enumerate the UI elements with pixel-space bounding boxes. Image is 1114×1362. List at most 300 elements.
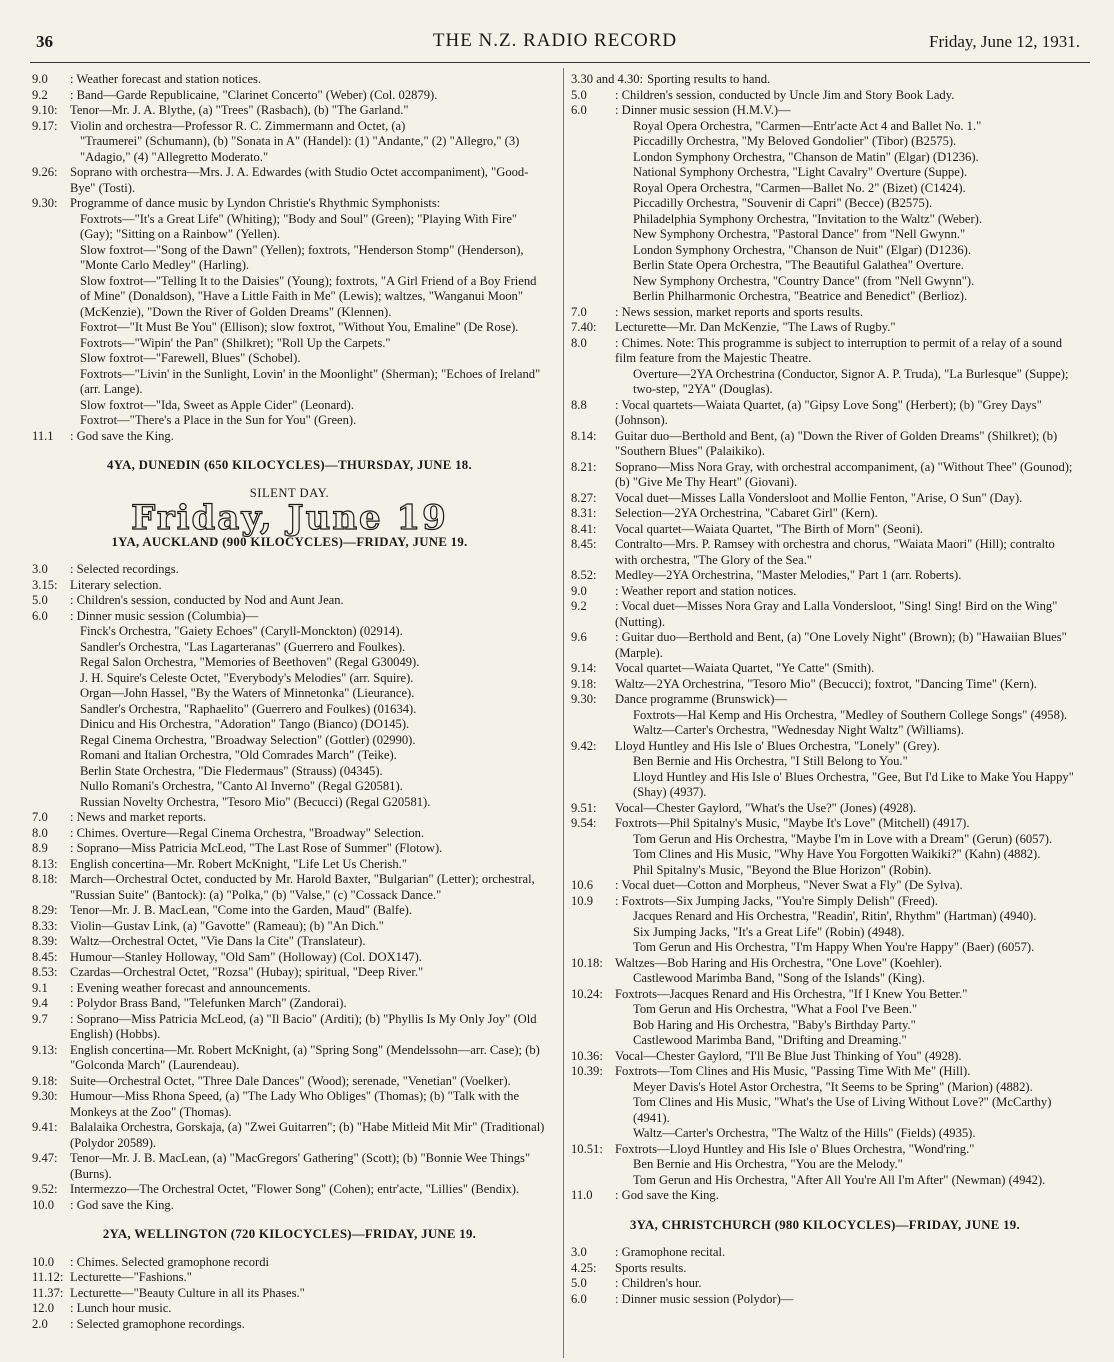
entry-time: [571, 134, 615, 150]
entry-time: 8.18:: [32, 872, 58, 886]
schedule-entry: [571, 832, 1079, 848]
schedule-entry: [571, 398, 1079, 429]
schedule-entry: [571, 537, 1079, 568]
entry-time: 3.15:: [32, 577, 58, 592]
entry-time: [571, 181, 615, 197]
entry-time: [32, 134, 70, 165]
entry-text: Selection—2YA Orchestrina, "Cabaret Girl" (Kern).: [615, 506, 878, 520]
schedule-entry: [32, 367, 547, 398]
entry-time: [32, 686, 70, 702]
entry-time: [571, 1173, 615, 1189]
schedule-entry: [571, 88, 1079, 104]
entry-time: [571, 1018, 615, 1034]
entry-time: 8.41:: [571, 521, 597, 536]
schedule-entry: [571, 568, 1079, 584]
entry-text: Tom Gerun and His Orchestra, "What a Fool I've Been.": [633, 1002, 918, 1016]
entry-text: Foxtrots—"Wipin' the Pan" (Shilkret); "Roll Up the Carpets.": [80, 335, 391, 350]
entry-text: : God save the King.: [70, 428, 174, 443]
schedule-entry: [571, 212, 1079, 228]
entry-text: Foxtrots—"It's a Great Life" (Whiting); "Body and Soul" (Green); "Playing With Fire" (Gay); "Sitting on a Rainbow" (Yellen).: [80, 211, 518, 241]
entry-time: 2.0: [32, 1316, 48, 1331]
entry-time: 8.9: [32, 841, 48, 855]
entry-text: Regal Cinema Orchestra, "Broadway Selection" (Gottler) (02990).: [80, 732, 416, 747]
schedule-entry: [571, 584, 1079, 600]
wellington-friday-listing: [571, 72, 1079, 1204]
entry-text: : Weather forecast and station notices.: [70, 72, 262, 86]
entry-time: 9.0: [32, 72, 48, 86]
schedule-entry: [571, 816, 1079, 832]
entry-text: Berlin State Orchestra, "Die Fledermaus" (Strauss) (04345).: [80, 763, 383, 778]
entry-time: 8.0: [571, 335, 587, 350]
schedule-entry: [571, 336, 1079, 367]
entry-text: Violin and orchestra—Professor R. C. Zimmermann and Octet, (a): [70, 118, 406, 133]
schedule-entry: [571, 460, 1079, 491]
entry-text: Vocal duet—Misses Lalla Vondersloot and Mollie Fenton, "Arise, O Sun" (Day).: [615, 490, 1023, 505]
entry-time: 8.52:: [571, 568, 597, 582]
entry-time: [571, 227, 615, 243]
schedule-entry: [571, 1245, 1079, 1261]
entry-time: [32, 655, 70, 671]
entry-text: : Dinner music session (Columbia)—: [70, 608, 259, 623]
entry-time: [32, 702, 70, 718]
entry-time: [32, 733, 70, 749]
entry-time: 9.30:: [32, 1089, 58, 1103]
entry-time: 9.18:: [32, 1073, 58, 1088]
entry-text: : Vocal quartets—Waiata Quartet, (a) "Gipsy Love Song" (Herbert); (b) "Grey Days" (Johnson).: [615, 397, 1042, 427]
entry-time: 8.45:: [32, 949, 58, 964]
entry-time: 10.6: [571, 878, 594, 892]
entry-time: [571, 925, 615, 941]
entry-text: Tom Gerun and His Orchestra, "Maybe I'm in Love with a Dream" (Gerun) (6057).: [633, 831, 1053, 846]
entry-text: Foxtrot—"It Must Be You" (Ellison); slow foxtrot, "Without You, Emaline" (De Rose).: [80, 320, 519, 334]
schedule-entry: [32, 72, 547, 88]
entry-time: 9.1: [32, 980, 48, 995]
entry-text: Nullo Romani's Orchestra, "Canto Al Inverno" (Regal G20581).: [80, 779, 403, 793]
entry-text: Castlewood Marimba Band, "Drifting and Dreaming.": [633, 1033, 907, 1047]
entry-text: Czardas—Orchestral Octet, "Rozsa" (Hubay); spiritual, "Deep River.": [70, 965, 424, 979]
entry-time: 8.13:: [32, 856, 58, 871]
schedule-entry: [32, 733, 547, 749]
entry-text: Vocal quartet—Waiata Quartet, "The Birth of Morn" (Seoni).: [615, 521, 924, 536]
schedule-entry: [571, 1126, 1079, 1142]
schedule-entry: [571, 150, 1079, 166]
wellington-heading: 2YA, WELLINGTON (720 KILOCYCLES)—FRIDAY, JUNE 19.: [102, 1227, 477, 1241]
schedule-entry: [32, 981, 547, 997]
schedule-entry: [32, 965, 547, 981]
schedule-entry: [571, 971, 1079, 987]
entry-time: 7.0: [571, 304, 587, 319]
schedule-entry: [571, 599, 1079, 630]
entry-text: Slow foxtrot—"Ida, Sweet as Apple Cider" (Leonard).: [80, 397, 354, 412]
entry-time: [571, 909, 615, 925]
entry-text: : Selected recordings.: [70, 562, 179, 576]
schedule-entry: [571, 258, 1079, 274]
schedule-entry: [32, 717, 547, 733]
entry-text: : Children's session, conducted by Nod and Aunt Jean.: [70, 593, 344, 607]
entry-text: Lecturette—"Beauty Culture in all its Phases.": [70, 1285, 305, 1300]
schedule-entry: [32, 1286, 547, 1302]
schedule-entry: [32, 903, 547, 919]
entry-time: 11.37:: [32, 1285, 64, 1300]
entry-time: 9.51:: [571, 800, 597, 815]
entry-time: 9.4: [32, 996, 48, 1010]
auckland-listing: [32, 562, 547, 1213]
entry-text: : God save the King.: [615, 1188, 719, 1202]
entry-text: Lloyd Huntley and His Isle o' Blues Orchestra, "Lonely" (Grey).: [615, 738, 940, 753]
schedule-entry: [571, 847, 1079, 863]
entry-text: : Gramophone recital.: [615, 1245, 726, 1259]
schedule-entry: [32, 243, 547, 274]
schedule-entry: [32, 1255, 547, 1271]
schedule-entry: [571, 801, 1079, 817]
entry-time: [571, 847, 615, 863]
entry-time: [32, 624, 70, 640]
schedule-entry: [32, 212, 547, 243]
schedule-entry: [571, 367, 1079, 398]
entry-time: [571, 971, 615, 987]
entry-time: [32, 336, 70, 352]
entry-text: Tenor—Mr. J. B. MacLean, (a) "MacGregors' Gathering" (Scott); (b) "Bonnie Wee Things" (Burns).: [70, 1151, 531, 1181]
entry-time: [571, 1095, 615, 1126]
entry-time: 9.2: [571, 599, 587, 613]
entry-time: [571, 150, 615, 166]
schedule-entry: [571, 1142, 1079, 1158]
schedule-entry: [571, 289, 1079, 305]
entry-text: Waltz—2YA Orchestrina, "Tesoro Mio" (Becucci); foxtrot, "Dancing Time" (Kern).: [615, 676, 1037, 691]
schedule-entry: [571, 1173, 1079, 1189]
schedule-entry: [571, 274, 1079, 290]
entry-time: 11.12:: [32, 1270, 64, 1284]
entry-text: New Symphony Orchestra, "Country Dance" (from "Nell Gwynn").: [633, 273, 975, 288]
entry-time: [571, 723, 615, 739]
entry-time: 8.45:: [571, 537, 597, 551]
schedule-entry: [571, 1018, 1079, 1034]
schedule-entry: [571, 165, 1079, 181]
entry-time: 8.53:: [32, 965, 58, 979]
entry-text: Waltzes—Bob Haring and His Orchestra, "One Love" (Koehler).: [615, 955, 943, 970]
entry-text: Bob Haring and His Orchestra, "Baby's Birthday Party.": [633, 1017, 916, 1032]
schedule-entry: [571, 305, 1079, 321]
entry-text: Vocal—Chester Gaylord, "I'll Be Blue Just Thinking of You" (4928).: [615, 1048, 962, 1063]
entry-time: [571, 1002, 615, 1018]
schedule-entry: [32, 593, 547, 609]
entry-time: [571, 940, 615, 956]
entry-time: [32, 274, 70, 321]
schedule-entry: [32, 134, 547, 165]
schedule-entry: [571, 522, 1079, 538]
entry-text: Regal Salon Orchestra, "Memories of Beethoven" (Regal G30049).: [80, 655, 420, 669]
entry-time: [32, 413, 70, 429]
entry-time: 10.9: [571, 893, 594, 908]
day-heading: Friday, June 19: [131, 498, 448, 538]
publication-title: THE N.Z. RADIO RECORD: [432, 30, 678, 51]
schedule-entry: [32, 88, 547, 104]
schedule-entry: [32, 413, 547, 429]
schedule-entry: [571, 1292, 1079, 1308]
entry-text: : Soprano—Miss Patricia McLeod, "The Last Rose of Summer" (Flotow).: [70, 841, 443, 855]
schedule-entry: [32, 351, 547, 367]
entry-time: [571, 289, 615, 305]
entry-text: London Symphony Orchestra, "Chanson de Matin" (Elgar) (D1236).: [633, 149, 979, 164]
entry-text: : Vocal duet—Misses Nora Gray and Lalla Vondersloot, "Sing! Sing! Bird on the Wing" (Nutting).: [615, 599, 1058, 629]
entry-text: March—Orchestral Octet, conducted by Mr. Harold Baxter, "Bulgarian" (Letter); orchestral, "Russian Suite" (Bantock): (a) "Polka," (b) "Valse," (c) "Cossack Dance.": [70, 872, 535, 902]
entry-text: Meyer Davis's Hotel Astor Orchestra, "It Seems to be Spring" (Marion) (4882).: [633, 1079, 1033, 1094]
entry-time: 9.42:: [571, 738, 597, 753]
entry-time: 9.30:: [571, 692, 597, 706]
entry-text: Jacques Renard and His Orchestra, "Readin', Ritin', Rhythm" (Hartman) (4940).: [633, 909, 1037, 923]
schedule-entry: [32, 686, 547, 702]
entry-text: Tenor—Mr. J. A. Blythe, (a) "Trees" (Rasbach), (b) "The Garland.": [70, 103, 409, 117]
entry-text: Ben Bernie and His Orchestra, "I Still Belong to You.": [633, 754, 908, 768]
entry-time: 9.26:: [32, 165, 58, 179]
schedule-entry: [571, 1276, 1079, 1292]
schedule-entry: [571, 940, 1079, 956]
entry-time: [571, 165, 615, 181]
entry-time: [571, 119, 615, 135]
entry-text: : Chimes. Note: This programme is subject to interruption to permit of a relay of a sound film feature from the Majestic Theatre.: [615, 335, 1063, 365]
schedule-entry: [32, 826, 547, 842]
entry-time: 3.30 and 4.30:: [571, 72, 644, 86]
entry-text: Waltz—Orchestral Octet, "Vie Dans la Cite" (Translateur).: [70, 934, 366, 948]
entry-time: 8.14:: [571, 428, 597, 443]
schedule-entry: [32, 671, 547, 687]
entry-text: Slow foxtrot—"Song of the Dawn" (Yellen); foxtrots, "Henderson Stomp" (Henderson), "Monte Carlo Medley" (Harling).: [80, 242, 524, 272]
entry-time: 10.0: [32, 1254, 55, 1269]
entry-text: Piccadilly Orchestra, "My Beloved Gondolier" (Tibor) (B2575).: [633, 134, 957, 148]
entry-time: 10.24:: [571, 986, 603, 1001]
entry-text: Medley—2YA Orchestrina, "Master Melodies," Part 1 (arr. Roberts).: [615, 568, 962, 582]
schedule-entry: [571, 227, 1079, 243]
entry-time: 3.0: [32, 562, 48, 576]
schedule-entry: [571, 181, 1079, 197]
entry-text: : News session, market reports and sports results.: [615, 304, 863, 319]
right-column: [571, 72, 1079, 1307]
entry-text: Overture—2YA Orchestrina (Conductor, Signor A. P. Truda), "La Burlesque" (Suppe); two-step, "2YA" (Douglas).: [633, 366, 1069, 396]
entry-time: [571, 708, 615, 724]
schedule-entry: [32, 640, 547, 656]
schedule-entry: [571, 925, 1079, 941]
entry-text: Royal Opera Orchestra, "Carmen—Ballet No. 2" (Bizet) (C1424).: [633, 180, 966, 195]
schedule-entry: [32, 320, 547, 336]
entry-text: English concertina—Mr. Robert McKnight, (a) "Spring Song" (Mendelssohn—arr. Case); (b) "Golconda March" (Laurendeau).: [70, 1042, 540, 1072]
entry-text: : Chimes. Selected gramophone recordi: [70, 1254, 269, 1269]
entry-text: : Lunch hour music.: [70, 1301, 172, 1315]
entry-time: [571, 1126, 615, 1142]
entry-text: Sandler's Orchestra, "Las Lagarteranas" (Guerrero and Foulkes).: [80, 639, 406, 654]
entry-time: 9.41:: [32, 1120, 58, 1134]
schedule-entry: [32, 429, 547, 445]
entry-text: : Chimes. Overture—Regal Cinema Orchestra, "Broadway" Selection.: [70, 825, 425, 840]
entry-time: 8.21:: [571, 459, 597, 474]
entry-text: Castlewood Marimba Band, "Song of the Islands" (King).: [633, 971, 925, 985]
entry-text: Tom Clines and His Music, "Why Have You Forgotten Waikiki?" (Kahn) (4882).: [633, 847, 1041, 861]
schedule-entry: [571, 103, 1079, 119]
entry-time: [32, 320, 70, 336]
schedule-entry: [32, 996, 547, 1012]
entry-time: 5.0: [571, 1276, 587, 1290]
entry-text: : Guitar duo—Berthold and Bent, (a) "One Lovely Night" (Brown); (b) "Hawaiian Blues" (Marple).: [615, 630, 1067, 660]
entry-text: : Band—Garde Republicaine, "Clarinet Concerto" (Weber) (Col. 02879).: [70, 87, 438, 102]
schedule-entry: [571, 863, 1079, 879]
schedule-entry: [571, 1033, 1079, 1049]
entry-text: London Symphony Orchestra, "Chanson de Nuit" (Elgar) (D1236).: [633, 242, 972, 257]
entry-time: [32, 764, 70, 780]
entry-time: 12.0: [32, 1301, 55, 1315]
schedule-entry: [571, 1064, 1079, 1080]
entry-time: [571, 367, 615, 398]
entry-time: 8.31:: [571, 506, 597, 520]
schedule-entry: [32, 196, 547, 212]
schedule-entry: [571, 506, 1079, 522]
entry-text: Berlin Philharmonic Orchestra, "Beatrice and Benedict" (Berlioz).: [633, 289, 968, 303]
entry-time: 6.0: [32, 608, 48, 623]
schedule-entry: [571, 987, 1079, 1003]
schedule-entry: [571, 1261, 1079, 1277]
entry-time: 7.0: [32, 810, 48, 824]
entry-text: Sports results.: [615, 1260, 687, 1275]
schedule-entry: [32, 1012, 547, 1043]
entry-time: [571, 196, 615, 212]
schedule-entry: [571, 754, 1079, 770]
entry-time: [32, 243, 70, 274]
entry-text: Philadelphia Symphony Orchestra, "Invitation to the Waltz" (Weber).: [633, 211, 983, 226]
entry-time: [32, 717, 70, 733]
entry-text: : Weather report and station notices.: [615, 583, 797, 598]
schedule-entry: [32, 810, 547, 826]
schedule-entry: [571, 909, 1079, 925]
entry-time: [32, 212, 70, 243]
schedule-entry: [571, 1157, 1079, 1173]
schedule-entry: [571, 72, 1079, 88]
entry-time: [32, 795, 70, 811]
entry-text: : Children's hour.: [615, 1276, 702, 1290]
schedule-entry: [32, 1301, 547, 1317]
entry-time: 9.2: [32, 87, 48, 102]
entry-text: Ben Bernie and His Orchestra, "You are the Melody.": [633, 1157, 903, 1171]
entry-text: Intermezzo—The Orchestral Octet, "Flower Song" (Cohen); entr'acte, "Lillies" (Bendix).: [70, 1182, 520, 1196]
schedule-entry: [571, 630, 1079, 661]
entry-time: 10.39:: [571, 1064, 603, 1078]
schedule-entry: [32, 1151, 547, 1182]
schedule-entry: [32, 872, 547, 903]
entry-text: : Vocal duet—Cotton and Morpheus, "Never Swat a Fly" (De Sylva).: [615, 878, 963, 892]
entry-time: 8.0: [32, 825, 48, 840]
entry-time: 9.47:: [32, 1151, 58, 1165]
entry-text: Guitar duo—Berthold and Bent, (a) "Down the River of Golden Dreams" (Shilkret); (b) "Southern Blues" (Palaikiko).: [615, 428, 1058, 458]
schedule-entry: [571, 1049, 1079, 1065]
entry-text: Vocal quartet—Waiata Quartet, "Ye Catte" (Smith).: [615, 661, 875, 675]
entry-text: : Dinner music session (Polydor)—: [615, 1291, 794, 1306]
entry-text: Foxtrots—Jacques Renard and His Orchestra, "If I Knew You Better.": [615, 986, 968, 1001]
entry-time: 9.17:: [32, 118, 58, 133]
schedule-entry: [32, 1089, 547, 1120]
schedule-entry: [32, 609, 547, 625]
entry-text: Russian Novelty Orchestra, "Tesoro Mio" (Becucci) (Regal G20581).: [80, 794, 431, 809]
schedule-entry: [32, 103, 547, 119]
entry-text: : News and market reports.: [70, 810, 207, 824]
entry-time: 9.0: [571, 583, 587, 598]
entry-text: Slow foxtrot—"Farewell, Blues" (Schobel).: [80, 351, 301, 365]
entry-text: Literary selection.: [70, 577, 162, 592]
entry-time: 9.54:: [571, 816, 597, 830]
schedule-entry: [32, 1317, 547, 1333]
schedule-entry: [571, 661, 1079, 677]
schedule-entry: [571, 119, 1079, 135]
entry-text: : Foxtrots—Six Jumping Jacks, "You're Simply Delish" (Freed).: [615, 893, 938, 908]
entry-text: Waltz—Carter's Orchestra, "The Waltz of the Hills" (Fields) (4935).: [633, 1126, 976, 1140]
entry-time: [32, 640, 70, 656]
schedule-entry: [32, 578, 547, 594]
entry-text: Lecturette—Mr. Dan McKenzie, "The Laws of Rugby.": [615, 320, 896, 334]
entry-time: 5.0: [32, 593, 48, 607]
schedule-entry: [32, 748, 547, 764]
entry-text: Humour—Miss Rhona Speed, (a) "The Lady Who Obliges" (Thomas); (b) "Talk with the Monkeys at the Zoo" (Thomas).: [70, 1089, 520, 1119]
schedule-entry: [32, 119, 547, 135]
schedule-entry: [32, 398, 547, 414]
entry-text: : Children's session, conducted by Uncle Jim and Story Book Lady.: [615, 87, 955, 102]
entry-text: Humour—Stanley Holloway, "Old Sam" (Holloway) (Col. DOX147).: [70, 949, 422, 964]
schedule-entry: [32, 165, 547, 196]
entry-time: [32, 367, 70, 398]
entry-text: Tom Gerun and His Orchestra, "After All You're All I'm After" (Newman) (4942).: [633, 1172, 1046, 1187]
entry-time: [571, 863, 615, 879]
page-header: [30, 30, 1080, 56]
entry-text: New Symphony Orchestra, "Pastoral Dance" from "Nell Gwynn.": [633, 227, 966, 241]
entry-text: Lecturette—"Fashions.": [70, 1270, 192, 1284]
entry-time: [571, 1157, 615, 1173]
schedule-entry: [32, 702, 547, 718]
schedule-entry: [571, 1080, 1079, 1096]
entry-time: 11.1: [32, 428, 54, 443]
issue-date: Friday, June 12, 1931.: [929, 32, 1080, 51]
column-divider: [563, 68, 564, 1358]
schedule-entry: [32, 919, 547, 935]
entry-text: Finck's Orchestra, "Gaiety Echoes" (Caryll-Monckton) (02914).: [80, 624, 403, 638]
entry-time: 10.36:: [571, 1048, 603, 1063]
entry-time: [571, 1033, 615, 1049]
entry-time: [571, 770, 615, 801]
entry-time: 8.39:: [32, 934, 58, 948]
schedule-entry: [571, 708, 1079, 724]
entry-text: : Selected gramophone recordings.: [70, 1316, 245, 1331]
entry-time: 6.0: [571, 1291, 587, 1306]
schedule-entry: [571, 878, 1079, 894]
schedule-entry: [32, 934, 547, 950]
schedule-entry: [571, 894, 1079, 910]
entry-time: [571, 243, 615, 259]
schedule-entry: [571, 134, 1079, 150]
entry-text: Organ—John Hassel, "By the Waters of Minnetonka" (Lieurance).: [80, 686, 415, 700]
entry-time: 9.13:: [32, 1042, 58, 1057]
entry-text: : Evening weather forecast and announcements.: [70, 980, 311, 995]
entry-text: Programme of dance music by Lyndon Christie's Rhythmic Symphonists:: [70, 196, 441, 210]
entry-time: 8.8: [571, 397, 587, 412]
entry-text: Waltz—Carter's Orchestra, "Wednesday Night Waltz" (Williams).: [633, 723, 964, 737]
entry-text: Piccadilly Orchestra, "Souvenir di Capri" (Becce) (B2575).: [633, 196, 933, 210]
schedule-entry: [571, 956, 1079, 972]
entry-time: 9.18:: [571, 676, 597, 691]
entry-text: Six Jumping Jacks, "It's a Great Life" (Robin) (4948).: [633, 924, 905, 939]
entry-text: : Dinner music session (H.M.V.)—: [615, 103, 791, 117]
entry-text: Contralto—Mrs. P. Ramsey with orchestra and chorus, "Waiata Maori" (Hill); contralto with orchestra, "The Glory of the Sea.": [615, 537, 1055, 567]
entry-text: Vocal—Chester Gaylord, "What's the Use?" (Jones) (4928).: [615, 800, 917, 815]
entry-time: 8.27:: [571, 490, 597, 505]
schedule-entry: [32, 841, 547, 857]
entry-text: Dance programme (Brunswick)—: [615, 692, 788, 706]
entry-text: Sandler's Orchestra, "Raphaelito" (Guerrero and Foulkes) (01634).: [80, 701, 417, 716]
entry-time: 9.10:: [32, 103, 58, 117]
entry-text: Suite—Orchestral Octet, "Three Dale Dances" (Wood); serenade, "Venetian" (Voelker).: [70, 1073, 511, 1088]
